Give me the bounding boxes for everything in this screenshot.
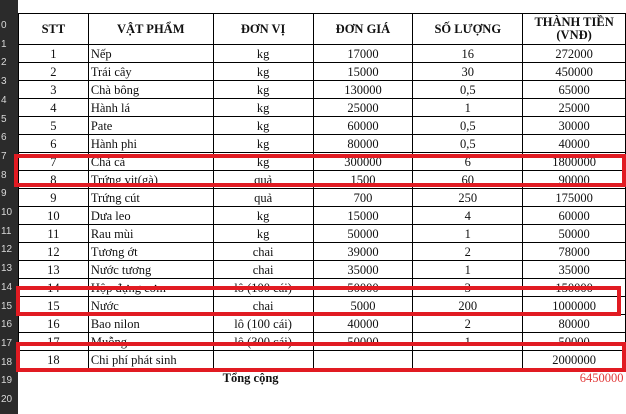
cell-unit[interactable]: kg: [213, 45, 313, 63]
cell-total[interactable]: 90000: [523, 171, 626, 189]
row-number[interactable]: 19: [1, 375, 13, 387]
cell-unit[interactable]: chai: [213, 243, 313, 261]
cell-price[interactable]: 39000: [313, 243, 413, 261]
cell-stt[interactable]: 18: [19, 351, 89, 369]
total-value[interactable]: 6450000: [579, 370, 624, 385]
row-number[interactable]: 12: [1, 244, 13, 256]
table-row: [19, 225, 626, 243]
cell-stt[interactable]: 11: [19, 225, 89, 243]
row-number[interactable]: 6: [1, 132, 7, 144]
cell-price[interactable]: 15000: [313, 207, 413, 225]
cell-stt[interactable]: 9: [19, 189, 89, 207]
table-row: [19, 63, 626, 81]
cell-qty[interactable]: 30: [413, 63, 523, 81]
row-number[interactable]: 11: [1, 225, 12, 237]
cell-item[interactable]: Hành phi: [88, 135, 213, 153]
cell-stt[interactable]: 6: [19, 135, 89, 153]
cell-item[interactable]: Tương ớt: [88, 243, 213, 261]
cell-qty[interactable]: 0,5: [413, 81, 523, 99]
cell-item[interactable]: Hộp đựng cơm: [88, 279, 213, 297]
header-stt[interactable]: STT: [19, 14, 89, 45]
cell-qty[interactable]: 16: [413, 45, 523, 63]
cell-total[interactable]: 450000: [523, 63, 626, 81]
cell-price[interactable]: 50000: [313, 333, 413, 351]
table-row: [19, 45, 626, 63]
cell-total[interactable]: 65000: [523, 81, 626, 99]
row-number[interactable]: 5: [1, 113, 7, 125]
table-row: [19, 81, 626, 99]
header-total[interactable]: THÀNH TIỀN (VNĐ): [523, 14, 626, 45]
row-number[interactable]: 0: [1, 20, 7, 31]
cell-price[interactable]: 5000: [313, 297, 413, 315]
cell-item[interactable]: Trái cây: [88, 63, 213, 81]
cell-qty[interactable]: 6: [413, 153, 523, 171]
cell-total[interactable]: 175000: [523, 189, 626, 207]
cell-price[interactable]: 35000: [313, 261, 413, 279]
row-number[interactable]: 1: [1, 38, 7, 50]
cell-unit[interactable]: chai: [213, 297, 313, 315]
table-row: [19, 243, 626, 261]
cell-price[interactable]: 700: [313, 189, 413, 207]
cell-qty[interactable]: 1: [413, 225, 523, 243]
cell-total[interactable]: 2000000: [523, 351, 626, 369]
cell-qty[interactable]: 2: [413, 243, 523, 261]
cell-total[interactable]: 1800000: [523, 153, 626, 171]
cell-item[interactable]: Chả cá: [88, 153, 213, 171]
row-number[interactable]: 16: [1, 319, 13, 331]
cell-qty[interactable]: 1: [413, 261, 523, 279]
cell-price[interactable]: 25000: [313, 99, 413, 117]
cell-unit[interactable]: kg: [213, 81, 313, 99]
cell-unit[interactable]: kg: [213, 135, 313, 153]
table-row: [19, 189, 626, 207]
cell-stt[interactable]: 10: [19, 207, 89, 225]
cell-total[interactable]: 40000: [523, 135, 626, 153]
cell-price[interactable]: 17000: [313, 45, 413, 63]
cell-total[interactable]: 78000: [523, 243, 626, 261]
cell-item[interactable]: Nước: [88, 297, 213, 315]
cell-unit[interactable]: lô (100 cái): [213, 315, 313, 333]
table-row: [19, 99, 626, 117]
cell-item[interactable]: Rau mùi: [88, 225, 213, 243]
cell-qty[interactable]: 4: [413, 207, 523, 225]
cell-qty[interactable]: 0,5: [413, 117, 523, 135]
cell-stt[interactable]: 3: [19, 81, 89, 99]
cell-price[interactable]: 1500: [313, 171, 413, 189]
cell-item[interactable]: Nếp: [88, 45, 213, 63]
table-row: [19, 117, 626, 135]
cell-total[interactable]: 60000: [523, 207, 626, 225]
cell-unit[interactable]: kg: [213, 153, 313, 171]
row-number[interactable]: 2: [1, 57, 7, 69]
cell-stt[interactable]: 12: [19, 243, 89, 261]
top-partial-row: [18, 0, 626, 14]
cell-stt[interactable]: 5: [19, 117, 89, 135]
cell-unit[interactable]: quả: [213, 171, 313, 189]
cell-stt[interactable]: 16: [19, 315, 89, 333]
cell-item[interactable]: Pate: [88, 117, 213, 135]
cell-item[interactable]: Nước tương: [88, 261, 213, 279]
row-number[interactable]: 14: [1, 281, 13, 293]
cell-item[interactable]: Bao nilon: [88, 315, 213, 333]
row-number[interactable]: 17: [1, 337, 13, 349]
row-number[interactable]: 4: [1, 94, 7, 106]
expense-table: [18, 13, 626, 386]
cell-qty[interactable]: 250: [413, 189, 523, 207]
cell-price[interactable]: 50000: [313, 225, 413, 243]
cell-item[interactable]: Dưa leo: [88, 207, 213, 225]
table-row: [19, 135, 626, 153]
highlight-box-muong: [16, 342, 626, 372]
cell-price[interactable]: 40000: [313, 315, 413, 333]
cell-item[interactable]: Chà bông: [88, 81, 213, 99]
row-number[interactable]: 13: [1, 263, 13, 275]
cell-stt[interactable]: 1: [19, 45, 89, 63]
table-row: [19, 261, 626, 279]
cell-stt[interactable]: 8: [19, 171, 89, 189]
cell-unit[interactable]: kg: [213, 99, 313, 117]
cell-price[interactable]: 50000: [313, 279, 413, 297]
cell-unit[interactable]: quả: [213, 189, 313, 207]
header-item[interactable]: VẬT PHẨM: [88, 14, 213, 45]
row-number[interactable]: 7: [1, 150, 7, 162]
cell-total[interactable]: 1000000: [523, 297, 626, 315]
row-number[interactable]: 9: [1, 188, 7, 200]
row-number[interactable]: 10: [1, 207, 13, 218]
row-number[interactable]: 8: [1, 169, 7, 181]
cell-total[interactable]: 50000: [523, 333, 626, 351]
cell-item[interactable]: Muỗng: [88, 333, 213, 351]
cell-price[interactable]: 300000: [313, 153, 413, 171]
cell-qty[interactable]: 3: [413, 279, 523, 297]
total-label[interactable]: Tổng cộng: [222, 370, 279, 385]
cell-price[interactable]: 130000: [313, 81, 413, 99]
row-number[interactable]: 15: [1, 300, 13, 312]
cell-stt[interactable]: 15: [19, 297, 89, 315]
cell-stt[interactable]: 13: [19, 261, 89, 279]
cell-unit[interactable]: kg: [213, 225, 313, 243]
cell-total[interactable]: 272000: [523, 45, 626, 63]
cell-stt[interactable]: 17: [19, 333, 89, 351]
cell-qty[interactable]: 1: [413, 333, 523, 351]
cell-unit[interactable]: kg: [213, 117, 313, 135]
cell-total[interactable]: 30000: [523, 117, 626, 135]
cell-qty[interactable]: 2: [413, 315, 523, 333]
cell-stt[interactable]: 14: [19, 279, 89, 297]
cell-qty[interactable]: 0,5: [413, 135, 523, 153]
table-row: [19, 207, 626, 225]
row-number[interactable]: 18: [1, 356, 13, 368]
row-number[interactable]: 3: [1, 76, 7, 88]
table-row: [19, 315, 626, 333]
cell-stt[interactable]: 2: [19, 63, 89, 81]
cell-total[interactable]: 35000: [523, 261, 626, 279]
cell-price[interactable]: 80000: [313, 135, 413, 153]
cell-price[interactable]: 15000: [313, 63, 413, 81]
cell-item[interactable]: Hành lá: [88, 99, 213, 117]
cell-qty[interactable]: 200: [413, 297, 523, 315]
cell-qty[interactable]: 1: [413, 99, 523, 117]
cell-unit[interactable]: kg: [213, 207, 313, 225]
header-unit[interactable]: ĐƠN VỊ: [213, 14, 313, 45]
cell-unit[interactable]: chai: [213, 261, 313, 279]
cell-item[interactable]: Trứng cút: [88, 189, 213, 207]
cell-item[interactable]: Trứng vịt(gà): [88, 171, 213, 189]
cell-total[interactable]: 80000: [523, 315, 626, 333]
cell-unit[interactable]: lô (100 cái): [213, 279, 313, 297]
cell-unit[interactable]: kg: [213, 63, 313, 81]
cell-price[interactable]: 60000: [313, 117, 413, 135]
header-qty[interactable]: SỐ LƯỢNG: [413, 14, 523, 45]
cell-total[interactable]: 50000: [523, 225, 626, 243]
highlight-box-hop-dung-com: [16, 286, 621, 316]
row-number[interactable]: 20: [1, 394, 13, 405]
spreadsheet-area: [18, 0, 626, 414]
highlight-box-cha-ca: [14, 154, 626, 187]
cell-item[interactable]: Chi phí phát sinh: [88, 351, 213, 369]
cell-stt[interactable]: 4: [19, 99, 89, 117]
cell-qty[interactable]: 60: [413, 171, 523, 189]
header-row: [19, 14, 626, 45]
cell-unit[interactable]: lô (300 cái): [213, 333, 313, 351]
cell-total[interactable]: 25000: [523, 99, 626, 117]
header-price[interactable]: ĐƠN GIÁ: [313, 14, 413, 45]
cell-stt[interactable]: 7: [19, 153, 89, 171]
cell-total[interactable]: 150000: [523, 279, 626, 297]
